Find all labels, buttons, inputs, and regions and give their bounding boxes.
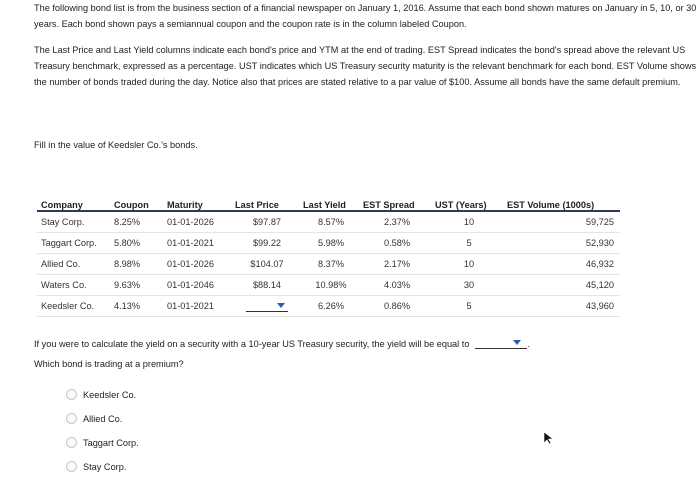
- cell-coupon: 5.80%: [114, 238, 141, 248]
- cell-est-spread: 2.17%: [383, 259, 411, 269]
- intro-paragraph-2: The Last Price and Last Yield columns indicate each bond's price and YTM at the end of trading. EST Spread indicates the bond's spread above the relevant US Treasury benchmark, expressed as a percentage. UST indicates which US Treasury security maturity is the relevant benchmark for each bond. EST Volume shows the number of bonds traded during the day. Notice also that prices are stated relative to a par value of $100. Assume all bonds have the same default premium.: [34, 45, 697, 87]
- cell-last-yield: 8.37%: [317, 259, 345, 269]
- option-stay[interactable]: [66, 461, 126, 472]
- cell-maturity: 01-01-2021: [167, 301, 214, 311]
- cell-maturity: 01-01-2026: [167, 259, 214, 269]
- radio-button[interactable]: [66, 437, 77, 448]
- treasury-yield-question: [34, 338, 530, 349]
- cell-coupon: 9.63%: [114, 280, 141, 290]
- option-taggart[interactable]: [66, 437, 139, 448]
- radio-button[interactable]: [66, 389, 77, 400]
- bond-table: [37, 192, 620, 317]
- cell-company: Stay Corp.: [41, 217, 85, 227]
- cell-ust-years: 10: [463, 259, 475, 269]
- cell-last-price: $99.22: [252, 238, 282, 248]
- cell-last-yield: 5.98%: [317, 238, 345, 248]
- header-last-price: Last Price: [235, 200, 279, 210]
- cell-last-yield: 10.98%: [315, 280, 347, 290]
- chevron-down-icon: [277, 303, 285, 308]
- option-label: Allied Co.: [83, 413, 123, 424]
- table-row: [37, 254, 620, 275]
- cell-ust-years: 10: [463, 217, 475, 227]
- cell-last-price: $88.14: [252, 280, 282, 290]
- cell-company: Waters Co.: [41, 280, 87, 290]
- cell-est-spread: 4.03%: [383, 280, 411, 290]
- cell-company: Keedsler Co.: [41, 301, 95, 311]
- cell-maturity: 01-01-2021: [167, 238, 214, 248]
- table-row: [37, 275, 620, 296]
- cell-coupon: 8.25%: [114, 217, 141, 227]
- cell-est-volume: 52,930: [585, 238, 614, 248]
- header-last-yield: Last Yield: [303, 200, 346, 210]
- cell-company: Taggart Corp.: [41, 238, 97, 248]
- cell-last-price: $97.87: [252, 217, 282, 227]
- keedsler-price-cell: [231, 296, 299, 317]
- intro-paragraph-1: The following bond list is from the business section of a financial newspaper on January 1, 2016. Assume that each bond shown matures on January in 5, 10, or 30 years. Each bond shown pays a semiannual coupon and the coupon rate is in the column labeled Coupon.: [34, 3, 697, 29]
- cell-ust-years: 5: [466, 301, 472, 311]
- option-label: Taggart Corp.: [83, 437, 139, 448]
- cell-ust-years: 30: [463, 280, 475, 290]
- cell-coupon: 4.13%: [114, 301, 141, 311]
- cell-company: Allied Co.: [41, 259, 81, 269]
- cell-est-volume: 46,932: [585, 259, 614, 269]
- chevron-down-icon: [513, 340, 521, 345]
- radio-button[interactable]: [66, 413, 77, 424]
- header-est-spread: EST Spread: [363, 200, 415, 210]
- mouse-cursor-icon: [543, 431, 555, 445]
- table-row: [37, 211, 620, 233]
- option-label: Stay Corp.: [83, 461, 127, 472]
- option-keedsler[interactable]: [66, 389, 136, 400]
- table-row: [37, 296, 620, 317]
- cell-last-yield: 6.26%: [317, 301, 345, 311]
- cell-est-volume: 43,960: [585, 301, 614, 311]
- cell-last-yield: 8.57%: [317, 217, 345, 227]
- header-est-volume: EST Volume (1000s): [507, 200, 595, 210]
- cell-est-spread: 0.58%: [383, 238, 411, 248]
- cell-last-price: $104.07: [250, 259, 284, 269]
- instruction-text: Fill in the value of Keedsler Co.'s bonds.: [34, 140, 198, 150]
- question-text: If you were to calculate the yield on a security with a 10-year US Treasury security, the yield will be equal to: [34, 339, 470, 349]
- option-allied[interactable]: [66, 413, 122, 424]
- cell-coupon: 8.98%: [114, 259, 141, 269]
- table-row: [37, 233, 620, 254]
- table-header-row: [37, 192, 620, 211]
- question-suffix: .: [527, 339, 530, 349]
- header-company: Company: [41, 200, 83, 210]
- cell-maturity: 01-01-2046: [167, 280, 214, 290]
- radio-button[interactable]: [66, 461, 77, 472]
- header-ust-years: UST (Years): [435, 200, 487, 210]
- option-label: Keedsler Co.: [83, 389, 137, 400]
- premium-question: Which bond is trading at a premium?: [34, 359, 184, 369]
- keedsler-price-dropdown[interactable]: [246, 301, 288, 312]
- cell-est-volume: 59,725: [585, 217, 614, 227]
- header-maturity: Maturity: [167, 200, 203, 210]
- cell-est-spread: 0.86%: [383, 301, 411, 311]
- header-coupon: Coupon: [114, 200, 149, 210]
- cell-maturity: 01-01-2026: [167, 217, 214, 227]
- cell-ust-years: 5: [466, 238, 472, 248]
- cell-est-spread: 2.37%: [383, 217, 411, 227]
- treasury-yield-dropdown[interactable]: [475, 338, 527, 349]
- cell-est-volume: 45,120: [585, 280, 614, 290]
